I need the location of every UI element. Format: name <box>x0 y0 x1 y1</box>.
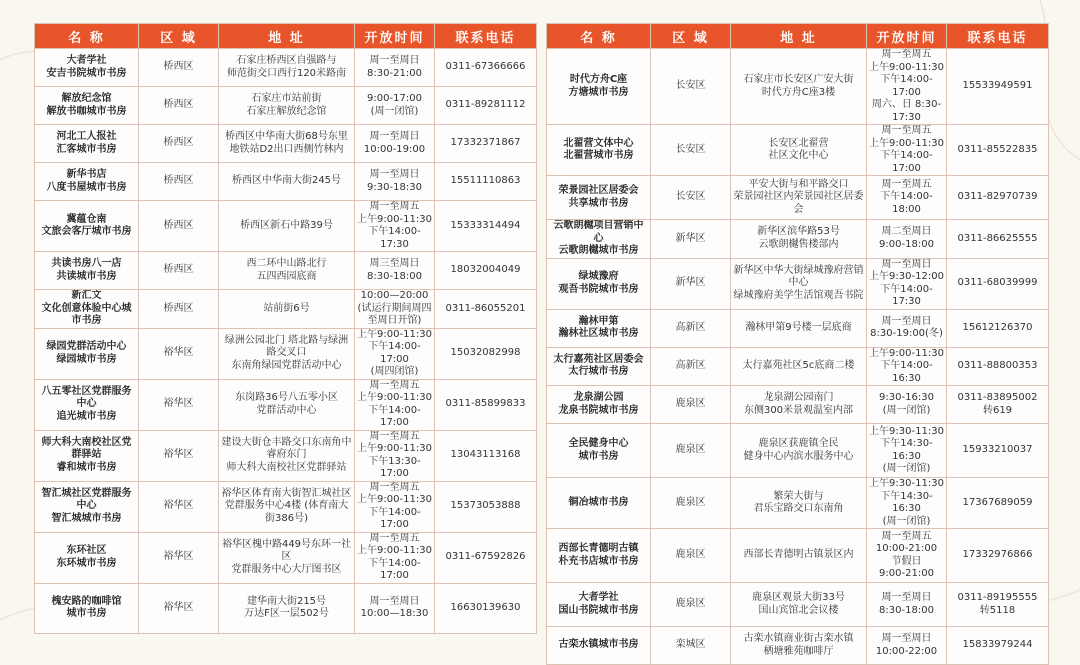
row-phone: 15373053888 <box>435 481 537 532</box>
row-hours: 周一至周日 上午9:30-12:00 下午14:00-17:30 <box>867 258 947 309</box>
row-district: 裕华区 <box>139 328 219 379</box>
table-row <box>35 481 537 532</box>
row-address: 东岗路36号八五零小区 党群活动中心 <box>219 379 355 430</box>
row-address: 绿洲公园北门 塔北路与绿洲路交叉口 东南角绿园党群活动中心 <box>219 328 355 379</box>
left-library-table <box>34 23 537 634</box>
row-address: 建设大街仓丰路交口东南角中睿府东门 师大科大南校社区党群驿站 <box>219 430 355 481</box>
row-name: 智汇城社区党群服务中心 智汇城城市书房 <box>35 481 139 532</box>
row-name: 铜冶城市书房 <box>547 478 651 529</box>
row-phone: 0311-83895002 转619 <box>947 386 1049 424</box>
row-phone: 15612126370 <box>947 309 1049 347</box>
header-name: 名 称 <box>547 24 651 49</box>
table-row <box>547 176 1049 220</box>
row-district: 栾城区 <box>651 627 731 665</box>
row-name: 太行嘉苑社区居委会 太行城市书房 <box>547 347 651 386</box>
header-address: 地 址 <box>731 24 867 49</box>
table-row <box>547 125 1049 176</box>
row-hours: 周一至周日 8:30-19:00(冬) <box>867 309 947 347</box>
row-phone: 18032004049 <box>435 252 537 290</box>
row-address: 太行嘉苑社区5c底商二楼 <box>731 347 867 386</box>
row-hours: 周一至周日 9:30-18:30 <box>355 163 435 201</box>
row-hours: 周一至周五 上午9:00-11:30 下午14:00-17:00 <box>355 379 435 430</box>
row-address: 瀚林甲第9号楼一层底商 <box>731 309 867 347</box>
row-name: 全民健身中心 城市书房 <box>547 424 651 478</box>
row-name: 瀚林甲第 瀚林社区城市书房 <box>547 309 651 347</box>
row-district: 裕华区 <box>139 481 219 532</box>
row-phone: 16630139630 <box>435 583 537 633</box>
row-district: 长安区 <box>651 176 731 220</box>
row-hours: 周一至周五 上午9:00-11:30 下午14:00-17:00 周六、日 8:30-17:30 <box>867 49 947 125</box>
header-phone: 联系电话 <box>435 24 537 49</box>
row-phone: 0311-89281112 <box>435 87 537 125</box>
row-name: 东环社区 东环城市书房 <box>35 532 139 583</box>
row-address: 桥西区中华南大街245号 <box>219 163 355 201</box>
row-phone: 13043113168 <box>435 430 537 481</box>
row-district: 桥西区 <box>139 252 219 290</box>
row-hours: 周二至周日 9:00-18:00 <box>867 220 947 259</box>
row-phone: 0311-85522835 <box>947 125 1049 176</box>
row-district: 长安区 <box>651 125 731 176</box>
row-address: 新华区滨华路53号 云歌朗樾售楼部内 <box>731 220 867 259</box>
row-name: 解放纪念馆 解放书咖城市书房 <box>35 87 139 125</box>
row-hours: 上午9:00-11:30 下午14:00-17:00 (周四闭馆) <box>355 328 435 379</box>
table-row <box>547 478 1049 529</box>
row-address: 建华南大街215号 万达F区一层502号 <box>219 583 355 633</box>
table-row <box>35 583 537 633</box>
header-hours: 开放时间 <box>867 24 947 49</box>
row-hours: 周一至周日 10:00-19:00 <box>355 125 435 163</box>
row-name: 新汇文 文化创意体验中心城市书房 <box>35 290 139 329</box>
left-table-body <box>35 49 537 634</box>
row-address: 鹿泉区观景大街33号 国山宾馆北会议楼 <box>731 583 867 627</box>
row-name: 新华书店 八度书屋城市书房 <box>35 163 139 201</box>
row-district: 裕华区 <box>139 583 219 633</box>
row-hours: 上午9:00-11:30 下午14:00-16:30 <box>867 347 947 386</box>
row-address: 繁荣大街与 君乐宝路交口东南角 <box>731 478 867 529</box>
row-name: 冀蕴仓南 文旅会客厅城市书房 <box>35 201 139 252</box>
row-district: 鹿泉区 <box>651 583 731 627</box>
row-address: 石家庄市长安区广安大街 时代方舟C座3楼 <box>731 49 867 125</box>
row-phone: 15511110863 <box>435 163 537 201</box>
row-district: 长安区 <box>651 49 731 125</box>
row-name: 师大科大南校社区党群驿站 睿和城市书房 <box>35 430 139 481</box>
row-name: 时代方舟C座 方塘城市书房 <box>547 49 651 125</box>
row-name: 绿城豫府 观吾书院城市书房 <box>547 258 651 309</box>
table-row <box>547 424 1049 478</box>
row-name: 荣景园社区居委会 共享城市书房 <box>547 176 651 220</box>
row-address: 新华区中华大街绿城豫府营销中心 绿城豫府美学生活馆观吾书院 <box>731 258 867 309</box>
table-header-row <box>547 24 1049 49</box>
row-address: 桥西区新石中路39号 <box>219 201 355 252</box>
table-row <box>35 532 537 583</box>
row-district: 裕华区 <box>139 430 219 481</box>
table-row <box>547 309 1049 347</box>
row-phone: 0311-68039999 <box>947 258 1049 309</box>
row-address: 西部长青德明古镇景区内 <box>731 529 867 583</box>
row-address: 裕华区体育南大街智汇城社区 党群服务中心4楼 (体育南大街386号) <box>219 481 355 532</box>
row-hours: 周一至周五 上午9:00-11:30 下午14:00-17:30 <box>355 201 435 252</box>
row-hours: 周一至周五 上午9:00-11:30 下午14:00-17:00 <box>355 481 435 532</box>
table-row <box>547 258 1049 309</box>
row-phone: 15533949591 <box>947 49 1049 125</box>
row-hours: 9:30-16:30 (周一闭馆) <box>867 386 947 424</box>
row-hours: 周一至周五 10:00-21:00 节假日 9:00-21:00 <box>867 529 947 583</box>
table-row <box>35 163 537 201</box>
row-district: 裕华区 <box>139 379 219 430</box>
row-phone: 0311-89195555 转5118 <box>947 583 1049 627</box>
row-address: 石家庄桥西区自强路与 师范街交口西行120米路南 <box>219 49 355 87</box>
row-name: 北翟营文体中心 北翟营城市书房 <box>547 125 651 176</box>
table-row <box>547 627 1049 665</box>
row-hours: 周一至周五 上午9:00-11:30 下午14:00-17:00 <box>867 125 947 176</box>
row-name: 大者学社 安吉书院城市书房 <box>35 49 139 87</box>
row-district: 桥西区 <box>139 163 219 201</box>
row-hours: 周一至周五 上午9:00-11:30 下午14:00-17:00 <box>355 532 435 583</box>
row-district: 高新区 <box>651 309 731 347</box>
row-address: 石家庄市站前街 石家庄解放纪念馆 <box>219 87 355 125</box>
right-table-body <box>547 49 1049 665</box>
row-phone: 15833979244 <box>947 627 1049 665</box>
row-hours: 周三至周日 8:30-18:00 <box>355 252 435 290</box>
table-row <box>547 529 1049 583</box>
table-row <box>547 220 1049 259</box>
table-header-row <box>35 24 537 49</box>
row-address: 西二环中山路北行 五四西园底商 <box>219 252 355 290</box>
row-district: 桥西区 <box>139 201 219 252</box>
row-district: 鹿泉区 <box>651 424 731 478</box>
row-name: 共读书房八一店 共读城市书房 <box>35 252 139 290</box>
row-phone: 0311-85899833 <box>435 379 537 430</box>
row-district: 高新区 <box>651 347 731 386</box>
table-row <box>35 49 537 87</box>
table-row <box>35 252 537 290</box>
header-address: 地 址 <box>219 24 355 49</box>
row-name: 云歌朗樾项目营销中心 云歌朗樾城市书房 <box>547 220 651 259</box>
table-row <box>547 49 1049 125</box>
table-row <box>35 290 537 329</box>
table-row <box>35 201 537 252</box>
row-address: 鹿泉区获鹿镇全民 健身中心内滨水服务中心 <box>731 424 867 478</box>
header-district: 区 域 <box>139 24 219 49</box>
row-hours: 周一至周日 8:30-21:00 <box>355 49 435 87</box>
row-hours: 周一至周五 上午9:00-11:30 下午13:30-17:00 <box>355 430 435 481</box>
row-address: 裕华区槐中路449号东环一社区 党群服务中心大厅图书区 <box>219 532 355 583</box>
table-row <box>35 87 537 125</box>
row-address: 平安大街与和平路交口 荣景园社区内荣景园社区居委会 <box>731 176 867 220</box>
row-phone: 15032082998 <box>435 328 537 379</box>
right-library-table <box>546 23 1049 665</box>
row-district: 新华区 <box>651 220 731 259</box>
row-phone: 0311-86625555 <box>947 220 1049 259</box>
row-district: 桥西区 <box>139 87 219 125</box>
row-district: 桥西区 <box>139 290 219 329</box>
row-address: 长安区北翟营 社区文化中心 <box>731 125 867 176</box>
row-phone: 17332371867 <box>435 125 537 163</box>
table-row <box>35 379 537 430</box>
row-phone: 15933210037 <box>947 424 1049 478</box>
row-district: 新华区 <box>651 258 731 309</box>
table-row <box>35 125 537 163</box>
row-district: 鹿泉区 <box>651 386 731 424</box>
row-phone: 0311-86055201 <box>435 290 537 329</box>
row-name: 河北工人报社 汇客城市书房 <box>35 125 139 163</box>
row-phone: 0311-82970739 <box>947 176 1049 220</box>
row-name: 西部长青德明古镇 朴充书店城市书房 <box>547 529 651 583</box>
table-row <box>547 583 1049 627</box>
row-district: 桥西区 <box>139 125 219 163</box>
row-district: 桥西区 <box>139 49 219 87</box>
row-hours: 周一至周五 下午14:00-18:00 <box>867 176 947 220</box>
row-phone: 17367689059 <box>947 478 1049 529</box>
row-name: 古栾水镇城市书房 <box>547 627 651 665</box>
row-hours: 周一至周日 10:00—18:30 <box>355 583 435 633</box>
row-hours: 周一至周日 8:30-18:00 <box>867 583 947 627</box>
row-hours: 周一至周日 10:00-22:00 <box>867 627 947 665</box>
row-name: 大者学社 国山书院城市书房 <box>547 583 651 627</box>
header-phone: 联系电话 <box>947 24 1049 49</box>
table-row <box>547 386 1049 424</box>
row-hours: 9:00-17:00 (周一闭馆) <box>355 87 435 125</box>
row-hours: 上午9:30-11:30 下午14:30-16:30 (周一闭馆) <box>867 424 947 478</box>
header-name: 名 称 <box>35 24 139 49</box>
row-address: 古栾水镇商业街古栾水镇 栖塘雅苑咖啡厅 <box>731 627 867 665</box>
row-address: 桥西区中华南大街68号东里 地铁站D2出口西侧竹林内 <box>219 125 355 163</box>
table-row <box>547 347 1049 386</box>
row-name: 槐安路的咖啡馆 城市书房 <box>35 583 139 633</box>
row-name: 八五零社区党群服务中心 追光城市书房 <box>35 379 139 430</box>
header-hours: 开放时间 <box>355 24 435 49</box>
row-address: 站前街6号 <box>219 290 355 329</box>
row-hours: 10:00—20:00 (试运行期间周四至周日开馆) <box>355 290 435 329</box>
table-row <box>35 328 537 379</box>
row-name: 绿园党群活动中心 绿园城市书房 <box>35 328 139 379</box>
row-address: 龙泉湖公园南门 东侧300米景观温室内部 <box>731 386 867 424</box>
row-phone: 0311-67592826 <box>435 532 537 583</box>
row-name: 龙泉湖公园 龙泉书院城市书房 <box>547 386 651 424</box>
table-row <box>35 430 537 481</box>
row-phone: 17332976866 <box>947 529 1049 583</box>
row-phone: 0311-88800353 <box>947 347 1049 386</box>
row-district: 裕华区 <box>139 532 219 583</box>
row-district: 鹿泉区 <box>651 529 731 583</box>
header-district: 区 域 <box>651 24 731 49</box>
row-phone: 15333314494 <box>435 201 537 252</box>
row-hours: 上午9:30-11:30 下午14:30-16:30 (周一闭馆) <box>867 478 947 529</box>
row-phone: 0311-67366666 <box>435 49 537 87</box>
row-district: 鹿泉区 <box>651 478 731 529</box>
